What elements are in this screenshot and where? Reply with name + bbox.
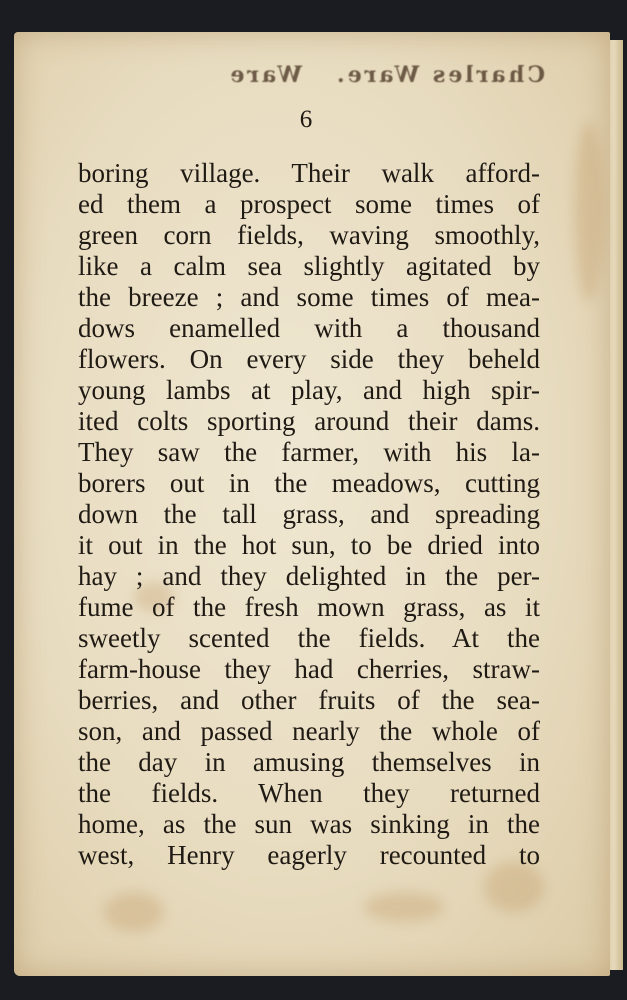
text-line: west, Henry eagerly recounted to: [78, 840, 540, 870]
text-line: home, as the sun was sinking in the: [78, 809, 540, 839]
text-line: farm-house they had cherries, straw-: [78, 654, 540, 684]
text-line: boring village. Their walk afford-: [78, 158, 540, 188]
text-line: ed them a prospect some times of: [78, 189, 540, 219]
page-number: 6: [299, 106, 313, 133]
text-line: the breeze ; and some times of mea-: [78, 282, 540, 312]
text-line: young lambs at play, and high spir-: [78, 375, 540, 405]
bleed-through-text: Charles Ware. Ware: [227, 62, 545, 88]
text-line: They saw the farmer, with his la-: [78, 437, 540, 467]
text-line: sweetly scented the fields. At the: [78, 623, 540, 653]
text-line: it out in the hot sun, to be dried into: [78, 530, 540, 560]
text-line: hay ; and they delighted in the per-: [78, 561, 540, 591]
text-line: borers out in the meadows, cutting: [78, 468, 540, 498]
body-text: [78, 158, 540, 871]
text-line: son, and passed nearly the whole of: [78, 716, 540, 746]
text-line: green corn fields, waving smoothly,: [78, 220, 540, 250]
text-line: ited colts sporting around their dams.: [78, 406, 540, 436]
text-line: dows enamelled with a thousand: [78, 313, 540, 343]
text-line: like a calm sea slightly agitated by: [78, 251, 540, 281]
text-line: the fields. When they returned: [78, 778, 540, 808]
text-line: down the tall grass, and spreading: [78, 499, 540, 529]
text-line: berries, and other fruits of the sea-: [78, 685, 540, 715]
age-stain: [574, 122, 604, 302]
text-line: the day in amusing themselves in: [78, 747, 540, 777]
text-line: flowers. On every side they beheld: [78, 344, 540, 374]
age-stain: [104, 892, 164, 932]
age-stain: [364, 892, 444, 922]
text-line: fume of the fresh mown grass, as it: [78, 592, 540, 622]
